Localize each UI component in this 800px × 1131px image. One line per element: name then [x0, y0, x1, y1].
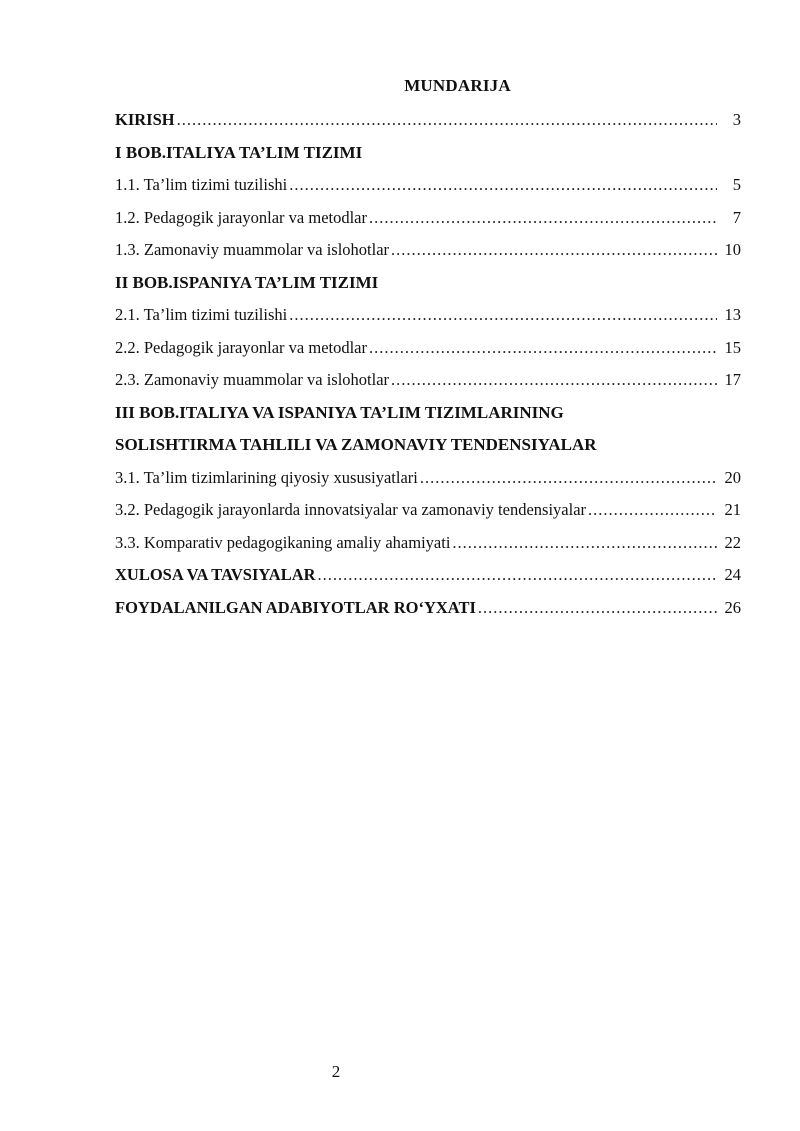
toc-entry-3-1: [115, 462, 741, 495]
page-number: 2: [331, 1062, 341, 1081]
toc-entry-label: KIRISH: [115, 110, 175, 129]
toc-entry-page: 7: [732, 207, 741, 227]
toc-entry-label: 1.3. Zamonaviy muammolar va islohotlar: [115, 240, 390, 259]
toc-entry-label: 1.1. Ta’lim tizimi tuzilishi: [115, 175, 288, 194]
chapter-heading-3-line-2: SOLISHTIRMA TAHLILI VA ZAMONAVIY TENDENSIYALAR: [115, 435, 597, 454]
toc-entry-xulosa: [115, 559, 741, 592]
toc-entry-label: 2.1. Ta’lim tizimi tuzilishi: [115, 305, 288, 324]
toc-entry-3-3: [115, 527, 741, 560]
toc-entry-adabiyotlar: [115, 592, 741, 625]
dot-leader: [588, 494, 717, 527]
toc-entry-1-1: [115, 169, 741, 202]
toc-entry-label: 3.1. Ta’lim tizimlarining qiyosiy xususiyatlari: [115, 467, 418, 487]
toc-entry-label: 1.2. Pedagogik jarayonlar va metodlar: [115, 207, 368, 227]
chapter-heading-2: II BOB.ISPANIYA TA’LIM TIZIMI: [115, 272, 379, 292]
dot-leader: [420, 462, 717, 495]
dot-leader: [177, 104, 717, 137]
toc-entry-label: 3.2. Pedagogik jarayonlarda innovatsiyalar va zamonaviy tendensiyalar: [115, 500, 587, 519]
toc-entry-label: 3.3. Komparativ pedagogikaning amaliy ahamiyati: [115, 532, 451, 552]
dot-leader: [289, 299, 717, 332]
toc-entry-kirish: [115, 104, 741, 137]
toc-entry-label: FOYDALANILGAN ADABIYOTLAR RO‘YXATI: [115, 597, 476, 617]
toc-entry-2-1: [115, 299, 741, 332]
table-of-contents: [115, 104, 741, 624]
toc-entry-page: 20: [724, 467, 741, 487]
dot-leader: [391, 234, 717, 267]
toc-title: MUNDARIJA: [404, 76, 511, 95]
toc-entry-label: 2.2. Pedagogik jarayonlar va metodlar: [115, 337, 368, 357]
toc-entry-page: 24: [724, 565, 741, 584]
toc-entry-page: 22: [724, 532, 741, 552]
toc-entry-page: 3: [732, 110, 741, 129]
chapter-heading-3-line-1: III BOB.ITALIYA VA ISPANIYA TA’LIM TIZIMLARINING: [115, 402, 564, 422]
dot-leader: [369, 202, 717, 235]
toc-entry-1-2: [115, 202, 741, 235]
toc-entry-page: 21: [724, 500, 741, 519]
toc-entry-page: 5: [732, 175, 741, 194]
dot-leader: [369, 332, 717, 365]
chapter-heading-1: I BOB.ITALIYA TA’LIM TIZIMI: [115, 142, 363, 162]
toc-entry-label: 2.3. Zamonaviy muammolar va islohotlar: [115, 370, 390, 389]
dot-leader: [391, 364, 717, 397]
dot-leader: [478, 592, 717, 625]
toc-entry-2-2: [115, 332, 741, 365]
toc-entry-2-3: [115, 364, 741, 397]
toc-entry-label: XULOSA VA TAVSIYALAR: [115, 565, 316, 584]
toc-entry-page: 13: [724, 305, 741, 324]
toc-entry-page: 10: [724, 240, 741, 259]
toc-entry-page: 26: [724, 597, 741, 617]
toc-entry-page: 17: [724, 370, 741, 389]
toc-entry-page: 15: [724, 337, 741, 357]
toc-entry-1-3: [115, 234, 741, 267]
dot-leader: [289, 169, 717, 202]
toc-entry-3-2: [115, 494, 741, 527]
dot-leader: [452, 527, 717, 560]
dot-leader: [318, 559, 717, 592]
